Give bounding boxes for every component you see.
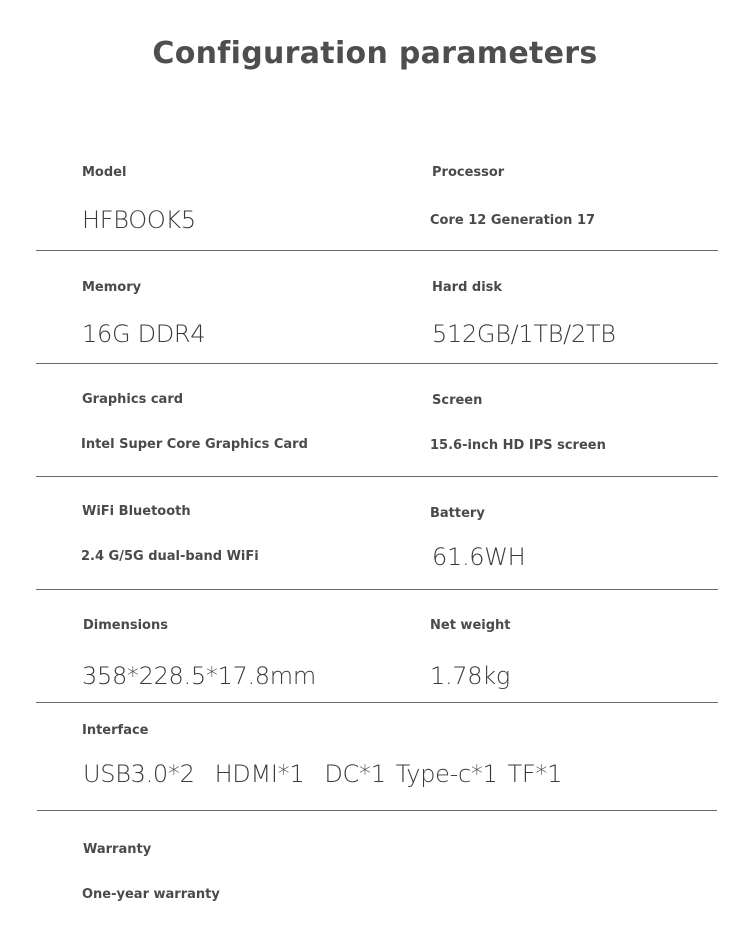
interface-ports xyxy=(83,760,582,788)
memory-label: Memory xyxy=(82,280,142,295)
port-tf: TF*1 xyxy=(507,760,563,788)
battery-label: Battery xyxy=(430,506,485,521)
warranty-value: One-year warranty xyxy=(82,887,220,902)
screen-value: 15.6-inch HD IPS screen xyxy=(430,438,606,453)
dimensions-value: 358*228.5*17.8mm xyxy=(82,662,316,690)
weight-value: 1.78kg xyxy=(430,662,510,690)
divider xyxy=(36,589,718,590)
port-type-c: Type-c*1 xyxy=(395,760,498,788)
dimensions-label: Dimensions xyxy=(83,618,168,633)
wifi-label: WiFi Bluetooth xyxy=(82,504,191,519)
divider xyxy=(36,476,718,477)
page-title: Configuration parameters xyxy=(152,36,598,71)
battery-value: 61.6WH xyxy=(432,543,526,571)
model-value: HFBOOK5 xyxy=(82,206,196,234)
screen-label: Screen xyxy=(432,393,483,408)
warranty-label: Warranty xyxy=(83,842,152,857)
hard-disk-value: 512GB/1TB/2TB xyxy=(432,320,616,348)
memory-value: 16G DDR4 xyxy=(82,320,206,348)
port-usb: USB3.0*2 xyxy=(83,760,195,788)
divider xyxy=(36,363,718,364)
weight-label: Net weight xyxy=(430,618,511,633)
interface-label: Interface xyxy=(82,723,149,738)
port-dc: DC*1 xyxy=(324,760,386,788)
hard-disk-label: Hard disk xyxy=(432,280,503,295)
model-label: Model xyxy=(82,165,127,180)
divider xyxy=(37,810,717,811)
processor-value: Core 12 Generation 17 xyxy=(430,213,596,228)
divider xyxy=(36,702,718,703)
divider xyxy=(36,250,718,251)
port-hdmi: HDMI*1 xyxy=(214,760,305,788)
graphics-label: Graphics card xyxy=(82,392,184,407)
processor-label: Processor xyxy=(432,165,505,180)
wifi-value: 2.4 G/5G dual-band WiFi xyxy=(81,549,259,564)
graphics-value: Intel Super Core Graphics Card xyxy=(81,437,308,452)
